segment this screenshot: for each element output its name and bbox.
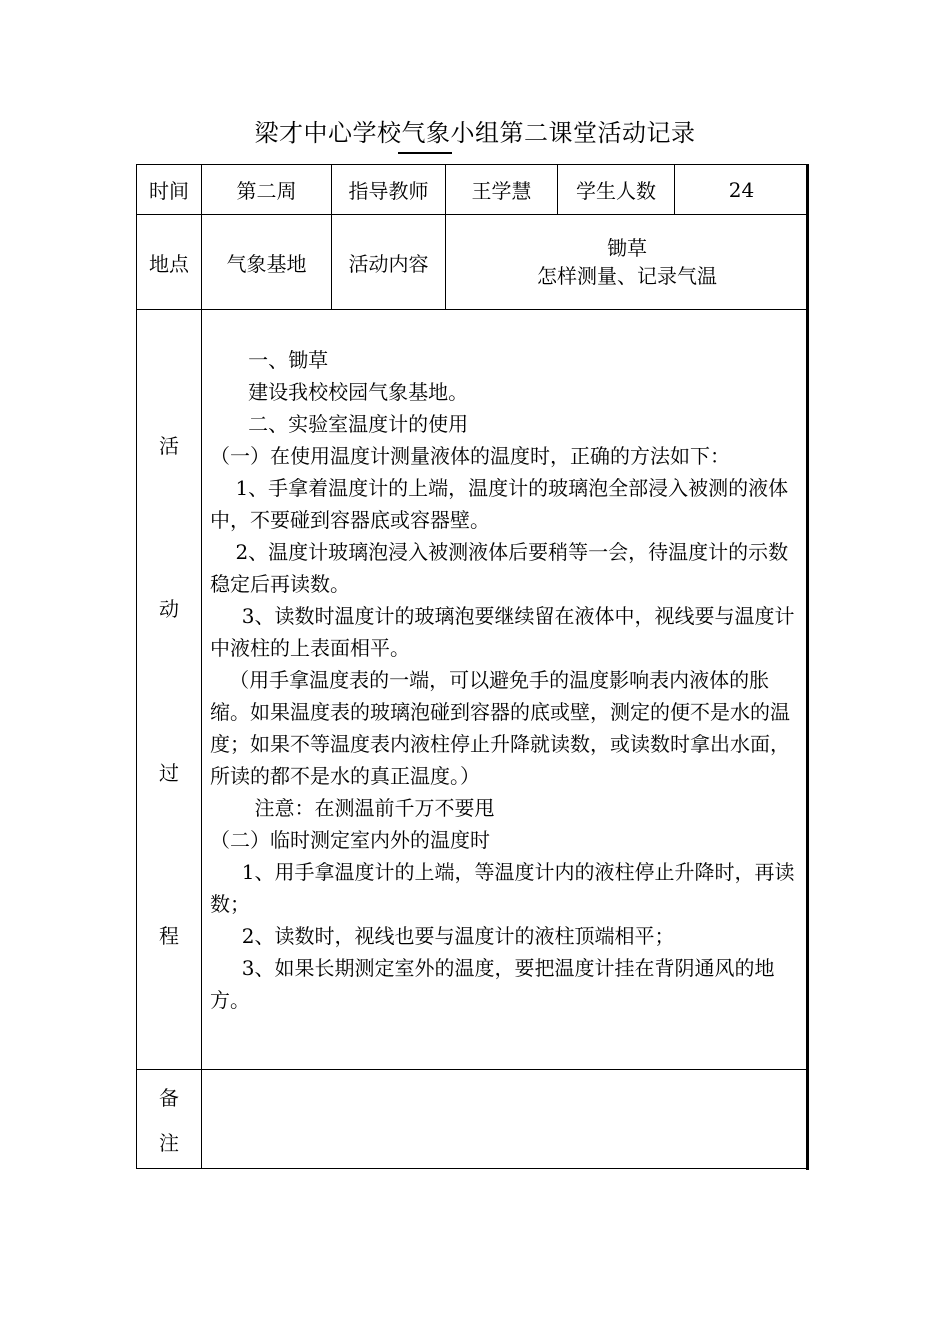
process-paragraph: 1、用手拿温度计的上端，等温度计内的液柱停止升降时，再读数； bbox=[210, 860, 795, 916]
process-paragraph: （一）在使用温度计测量液体的温度时，正确的方法如下： bbox=[210, 444, 730, 468]
process-paragraph: 1、手拿着温度计的上端，温度计的玻璃泡全部浸入被测的液体中，不要碰到容器底或容器壁。 bbox=[210, 476, 789, 532]
place-label: 地点 bbox=[137, 215, 202, 310]
content-line-1: 锄草 bbox=[607, 236, 647, 260]
remarks-label-char: 注 bbox=[159, 1131, 179, 1155]
teacher-label: 指导教师 bbox=[332, 165, 446, 215]
content-line-2: 怎样测量、记录气温 bbox=[537, 264, 717, 288]
process-label-char: 活 bbox=[159, 433, 179, 458]
title-underline bbox=[398, 152, 452, 154]
process-label-cell bbox=[137, 310, 202, 1070]
table-right-border bbox=[806, 164, 809, 1170]
process-paragraph: 2、读数时，视线也要与温度计的液柱顶端相平； bbox=[210, 924, 675, 948]
process-paragraph: （二）临时测定室内外的温度时 bbox=[210, 828, 490, 852]
time-label: 时间 bbox=[137, 165, 202, 215]
students-value: 24 bbox=[675, 165, 809, 215]
activity-record-table bbox=[136, 164, 809, 1169]
remarks-label-cell bbox=[137, 1070, 202, 1169]
table-row-remarks bbox=[137, 1070, 809, 1169]
table-row-time bbox=[137, 165, 809, 215]
table-row-place bbox=[137, 215, 809, 310]
page-title: 梁才中心学校气象小组第二课堂活动记录 bbox=[254, 119, 696, 147]
place-value: 气象基地 bbox=[202, 215, 332, 310]
process-content-cell bbox=[202, 310, 809, 1070]
process-paragraph: 注意：在测温前千万不要甩 bbox=[210, 796, 495, 820]
process-content bbox=[202, 310, 808, 1016]
remarks-value bbox=[202, 1070, 809, 1169]
process-paragraph: 一、锄草 bbox=[210, 348, 329, 372]
teacher-value: 王学慧 bbox=[446, 165, 558, 215]
process-paragraph: 2、温度计玻璃泡浸入被测液体后要稍等一会，待温度计的示数稳定后再读数。 bbox=[210, 540, 789, 596]
time-value: 第二周 bbox=[202, 165, 332, 215]
remarks-label bbox=[137, 1074, 201, 1164]
process-label-char: 过 bbox=[159, 760, 179, 785]
process-paragraph: 二、实验室温度计的使用 bbox=[210, 412, 469, 436]
process-paragraph: 建设我校校园气象基地。 bbox=[210, 380, 469, 404]
process-label bbox=[137, 430, 201, 950]
content-value bbox=[446, 215, 809, 310]
process-paragraph: （用手拿温度表的一端，可以避免手的温度影响表内液体的胀缩。如果温度表的玻璃泡碰到容器的底或壁，测定的便不是水的温度；如果不等温度表内液柱停止升降就读数，或读数时拿出水面，所读的都不是水的真正温度。） bbox=[210, 668, 790, 788]
process-label-char: 程 bbox=[159, 924, 179, 949]
content-label: 活动内容 bbox=[332, 215, 446, 310]
process-label-char: 动 bbox=[159, 597, 179, 622]
students-label: 学生人数 bbox=[558, 165, 675, 215]
process-paragraph: 3、如果长期测定室外的温度，要把温度计挂在背阴通风的地方。 bbox=[210, 956, 775, 1012]
table-row-process bbox=[137, 310, 809, 1070]
remarks-label-char: 备 bbox=[159, 1086, 179, 1110]
process-paragraph: 3、读数时温度计的玻璃泡要继续留在液体中，视线要与温度计中液柱的上表面相平。 bbox=[210, 604, 795, 660]
